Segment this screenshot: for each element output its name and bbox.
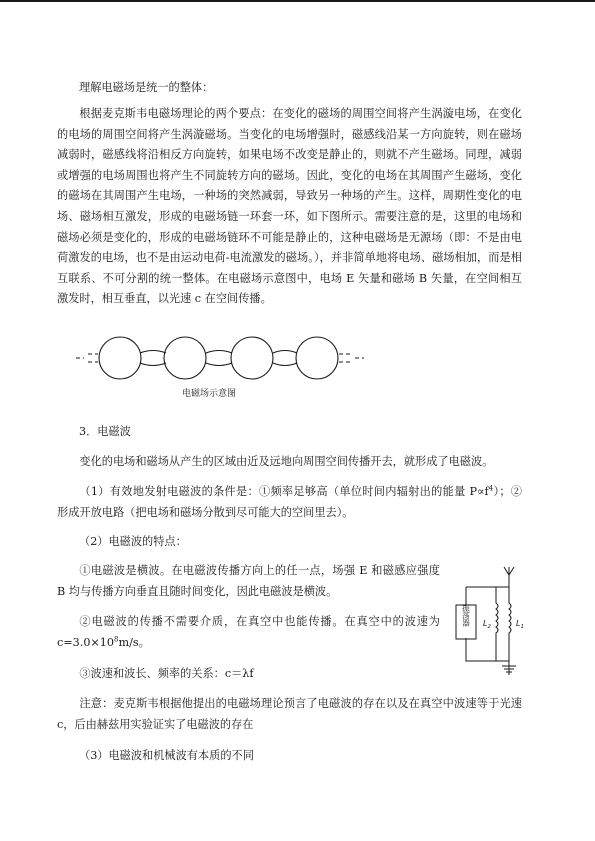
chain-link	[140, 351, 166, 366]
speed-unit: m/s。	[118, 635, 150, 649]
emission-conditions-text-2: ）；②形成开放电路（把电场和磁场分散到尽可能大的空间里去）。	[57, 485, 522, 519]
emission-conditions-text: （1）有效地发射电磁波的条件是：①频率足够高（单位时间内辐射出的能量 P∝f	[79, 485, 489, 498]
coil-l2-label: $L_2$	[483, 619, 491, 630]
section-heading-em-wave: 3．电磁波	[79, 425, 131, 438]
em-field-chain-figure	[70, 334, 370, 404]
paragraph-em-wave-intro: 变化的电场和磁场从产生的区域由近及远地向周围空间传播开去，就形成了电磁波。	[79, 455, 494, 468]
paragraph-transverse-wave: ①电磁波是横波。在电磁波传播方向上的任一点，场强 E 和磁感应强度 B 均与传播方向垂直且随时间变化，因此电磁波是横波。	[57, 564, 440, 598]
coil-l1-label: $L_1$	[516, 619, 524, 630]
oscillator-circuit-diagram	[450, 565, 540, 675]
chain-ring	[164, 337, 206, 379]
paragraph-no-medium	[57, 612, 440, 653]
chain-link	[206, 351, 232, 366]
subheading-em-vs-mechanical: （3）电磁波和机械波有本质的不同	[79, 749, 254, 762]
chain-ring	[99, 337, 141, 379]
paragraph-emission-conditions	[57, 482, 522, 523]
paragraph-maxwell-theory: 根据麦克斯韦电磁场理论的两个要点：在变化的磁场的周围空间将产生涡漩电场，在变化的电场的周围空间将产生涡漩磁场。当变化的电场增强时，磁感线沿某一方向旋转，则在磁场减弱时，磁感线将沿相反方向旋转，如果电场不改变是静止的，则就不产生磁场。同理，减弱或增强的电场周围也将产生不同旋转方向的磁场。因此，变化的电场在其周围产生磁场，变化的磁场在其周围产生电场，一种场的突然减弱，导致另一种场的产生。这样，周期性变化的电场、磁场相互激发，形成的电磁场链一环套一环，如下图所示。需要注意的是，这里的电场和磁场必须是变化的，形成的电磁场链环不可能是静止的，这种电磁场是无源场（即：不是由电荷激发的电场，也不是由运动电荷-电流激发的磁场。），并非简单地将电场、磁场相加，而是相互联系、不可分割的统一整体。在电磁场示意图中，电场 E 矢量和磁场 B 矢量，在空间相互激发时，相互垂直，以光速 c 在空间传播。	[57, 107, 522, 306]
chain-tail-left	[76, 354, 98, 362]
chain-link	[273, 351, 297, 366]
subheading-wave-properties: （2）电磁波的特点：	[79, 535, 187, 548]
chain-ring	[231, 337, 273, 379]
coil-l1-icon	[509, 579, 511, 675]
paragraph-wave-relation: ③波速和波长、频率的关系：c＝λf	[79, 667, 254, 680]
speed-exponent: 8	[114, 634, 119, 643]
coil-l2-icon	[496, 587, 498, 661]
chain-ring	[296, 337, 338, 379]
figure-caption: 电磁场示意图	[182, 389, 237, 399]
no-medium-text: ②电磁波的传播不需要介质，在真空中也能传播。在真空中的波速为 c=3.0×10	[57, 615, 440, 649]
power-exponent: 4	[488, 484, 494, 493]
antenna-icon	[504, 567, 514, 579]
paragraph-hertz-note: 注意：麦克斯韦根据他提出的电磁场理论预言了电磁波的存在以及在真空中波速等于光速 c，后由赫兹用实验证实了电磁波的存在	[57, 697, 522, 731]
section-heading-unified-field: 理解电磁场是统一的整体：	[79, 81, 214, 94]
chain-tail-right	[339, 354, 364, 362]
oscillator-label: 振荡器	[461, 603, 471, 627]
